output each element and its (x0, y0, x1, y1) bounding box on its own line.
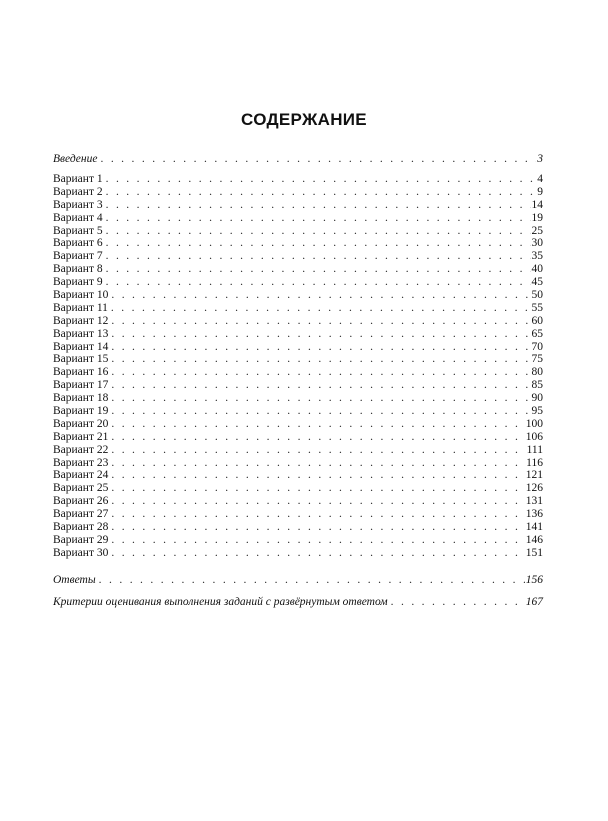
toc-entry-intro (53, 153, 543, 166)
dot-leader (111, 444, 525, 457)
toc-entry-page: 106 (525, 430, 543, 443)
dot-leader (111, 341, 530, 354)
toc-entry-label: Вариант 9 (53, 276, 103, 289)
dot-leader (99, 574, 525, 587)
dot-leader (106, 212, 531, 225)
toc-entry-variant (53, 418, 543, 431)
toc-entry-variant (53, 482, 543, 495)
toc-entry-label: Вариант 19 (53, 405, 109, 418)
toc-entry-variant (53, 212, 543, 225)
toc-entry-label: Вариант 3 (53, 198, 103, 211)
toc-entry-page: 25 (531, 224, 543, 237)
toc-entry-label: Критерии оценивания выполнения заданий с развёрнутым ответом (53, 596, 388, 608)
toc-entry-variant (53, 405, 543, 418)
dot-leader (111, 457, 525, 470)
toc-entry-page: 131 (525, 495, 543, 508)
toc-entry-variant (53, 495, 543, 508)
toc-entry-page: 121 (525, 469, 543, 482)
toc-entry-variant (53, 353, 543, 366)
toc-entry-variant (53, 431, 543, 444)
dot-leader (106, 199, 531, 212)
toc-entry-label: Ответы (53, 574, 96, 586)
toc-entry-page: 35 (531, 250, 543, 263)
toc-entry-page: 90 (531, 392, 543, 405)
toc-entry-variant (53, 379, 543, 392)
dot-leader (106, 276, 531, 289)
toc-entry-label: Вариант 20 (53, 417, 109, 430)
dot-leader (111, 547, 524, 560)
toc-entry-variant (53, 392, 543, 405)
dot-leader (111, 405, 530, 418)
toc-entry-variant (53, 547, 543, 560)
toc-entry-variant (53, 250, 543, 263)
toc-entry-page: 80 (531, 366, 543, 379)
toc-entry-label: Вариант 27 (53, 508, 109, 521)
dot-leader (111, 302, 531, 315)
toc-entry-page: 4 (537, 173, 543, 185)
dot-leader (111, 379, 530, 392)
toc-entry-page: 55 (531, 301, 543, 314)
dot-leader (106, 173, 537, 186)
toc-entry-variant (53, 263, 543, 276)
toc-entry-variant (53, 289, 543, 302)
toc-entry-label: Вариант 18 (53, 392, 109, 405)
toc-entry-label: Вариант 30 (53, 546, 109, 559)
dot-leader (111, 289, 530, 302)
toc-entry-page: 9 (537, 185, 543, 198)
toc-entry-page: 60 (531, 314, 543, 327)
toc-entry-page: 3 (537, 153, 543, 165)
dot-leader (111, 482, 524, 495)
toc-entry-variant (53, 173, 543, 186)
toc-entry-label: Вариант 23 (53, 456, 109, 469)
dot-leader (111, 353, 530, 366)
dot-leader (111, 392, 530, 405)
dot-leader (391, 596, 525, 609)
toc-entry-label: Вариант 6 (53, 237, 103, 250)
toc-entry-page: 100 (525, 417, 543, 430)
toc-entry-page: 19 (531, 211, 543, 224)
dot-leader (111, 366, 530, 379)
toc-entry-answers (53, 574, 543, 587)
toc-entry-label: Вариант 25 (53, 482, 109, 495)
toc-entry-label: Вариант 14 (53, 340, 109, 353)
toc-entry-page: 75 (531, 353, 543, 366)
toc-answers-section (53, 574, 543, 587)
toc-entry-label: Вариант 28 (53, 521, 109, 534)
toc-entry-label: Вариант 8 (53, 263, 103, 276)
dot-leader (106, 225, 531, 238)
toc-entry-label: Вариант 26 (53, 495, 109, 508)
toc-entry-label: Введение (53, 153, 98, 165)
toc-entry-variant (53, 276, 543, 289)
dot-leader (111, 495, 524, 508)
toc-entry-label: Вариант 13 (53, 327, 109, 340)
dot-leader (111, 521, 524, 534)
toc-entry-variant (53, 199, 543, 212)
dot-leader (106, 186, 537, 199)
dot-leader (111, 431, 524, 444)
dot-leader (111, 418, 524, 431)
toc-entry-page: 14 (531, 198, 543, 211)
dot-leader (100, 153, 536, 166)
dot-leader (106, 250, 531, 263)
dot-leader (111, 315, 530, 328)
toc-entry-label: Вариант 22 (53, 443, 109, 456)
toc-criteria-section (53, 596, 543, 609)
toc-entry-page: 156 (525, 574, 543, 586)
toc-entry-page: 151 (525, 546, 543, 559)
toc-entry-criteria (53, 596, 543, 609)
toc-entry-page: 136 (525, 508, 543, 521)
toc-entry-page: 126 (525, 482, 543, 495)
toc-entry-label: Вариант 17 (53, 379, 109, 392)
toc-entry-label: Вариант 10 (53, 289, 109, 302)
toc-entry-variant (53, 315, 543, 328)
dot-leader (106, 263, 531, 276)
toc-entry-variant (53, 457, 543, 470)
dot-leader (111, 328, 530, 341)
toc-entry-label: Вариант 16 (53, 366, 109, 379)
toc-entry-variant (53, 469, 543, 482)
toc-intro-section (53, 153, 543, 166)
dot-leader (111, 508, 524, 521)
toc-entry-label: Вариант 2 (53, 185, 103, 198)
toc-entry-label: Вариант 21 (53, 430, 109, 443)
toc-variants-list (53, 173, 543, 560)
toc-entry-variant (53, 444, 543, 457)
toc-entry-page: 116 (526, 456, 543, 469)
toc-entry-page: 141 (525, 521, 543, 534)
page-title: СОДЕРЖАНИЕ (241, 110, 367, 129)
toc-entry-label: Вариант 15 (53, 353, 109, 366)
toc-entry-variant (53, 225, 543, 238)
toc-entry-label: Вариант 29 (53, 533, 109, 546)
toc-entry-label: Вариант 12 (53, 314, 109, 327)
toc-entry-label: Вариант 24 (53, 469, 109, 482)
toc-entry-page: 85 (531, 379, 543, 392)
toc-entry-variant (53, 521, 543, 534)
toc-entry-variant (53, 366, 543, 379)
toc-entry-label: Вариант 1 (53, 173, 103, 185)
toc-entry-variant (53, 186, 543, 199)
toc-entry-page: 146 (525, 533, 543, 546)
toc-entry-page: 65 (531, 327, 543, 340)
toc-entry-label: Вариант 4 (53, 211, 103, 224)
toc-entry-page: 70 (531, 340, 543, 353)
toc-entry-page: 111 (526, 443, 543, 456)
dot-leader (111, 469, 524, 482)
toc-entry-label: Вариант 7 (53, 250, 103, 263)
toc-entry-variant (53, 341, 543, 354)
dot-leader (106, 237, 531, 250)
toc-entry-variant (53, 237, 543, 250)
toc-entry-page: 167 (525, 596, 543, 608)
dot-leader (111, 534, 524, 547)
toc-entry-page: 95 (531, 405, 543, 418)
toc-entry-variant (53, 302, 543, 315)
toc-entry-page: 40 (531, 263, 543, 276)
toc-entry-page: 45 (531, 276, 543, 289)
toc-entry-page: 30 (531, 237, 543, 250)
toc-entry-variant (53, 328, 543, 341)
toc-entry-variant (53, 534, 543, 547)
toc-entry-label: Вариант 5 (53, 224, 103, 237)
toc-entry-page: 50 (531, 289, 543, 302)
toc-entry-variant (53, 508, 543, 521)
toc-entry-label: Вариант 11 (53, 301, 108, 314)
